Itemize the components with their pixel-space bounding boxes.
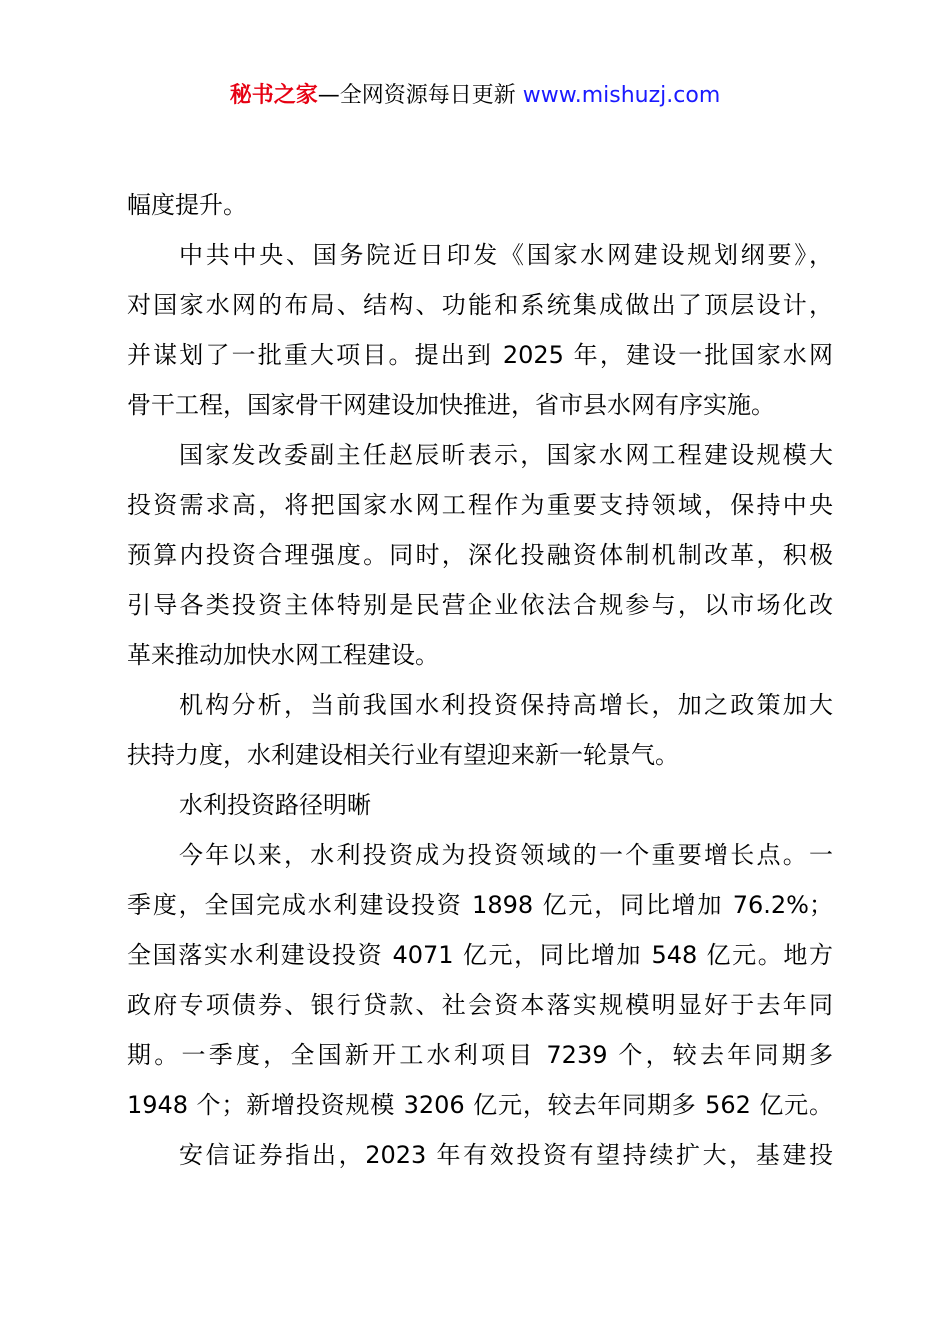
text-line: 幅度提升。 (127, 191, 247, 219)
text-line: 对国家水网的布局、结构、功能和系统集成做出了顶层设计， (127, 291, 833, 319)
site-url-link[interactable]: www.mishuzj.com (522, 83, 721, 108)
text-line: 并谋划了一批重大项目。提出到 2025 年，建设一批国家水网 (127, 341, 833, 369)
text-line: 全国落实水利建设投资 4071 亿元，同比增加 548 亿元。地方 (127, 941, 833, 969)
text-line: 季度，全国完成水利建设投资 1898 亿元，同比增加 76.2%； (127, 891, 833, 919)
site-brand: 秘书之家 (229, 83, 318, 108)
text-line: 投资需求高，将把国家水网工程作为重要支持领域，保持中央 (127, 491, 833, 519)
paragraph-first-line: 机构分析，当前我国水利投资保持高增长，加之政策加大 (179, 691, 833, 719)
section-heading: 水利投资路径明晰 (179, 791, 371, 819)
text-line: 引导各类投资主体特别是民营企业依法合规参与，以市场化改 (127, 591, 833, 619)
site-header (0, 80, 950, 112)
article-body (127, 180, 833, 1180)
text-line: 扶持力度，水利建设相关行业有望迎来新一轮景气。 (127, 741, 679, 769)
paragraph-first-line: 中共中央、国务院近日印发《国家水网建设规划纲要》， (179, 241, 833, 269)
paragraph-first-line: 安信证券指出，2023 年有效投资有望持续扩大，基建投 (179, 1141, 833, 1169)
text-line: 期。一季度，全国新开工水利项目 7239 个，较去年同期多 (127, 1041, 833, 1069)
text-line: 1948 个；新增投资规模 3206 亿元，较去年同期多 562 亿元。 (127, 1091, 833, 1119)
paragraph-first-line: 今年以来，水利投资成为投资领域的一个重要增长点。一 (179, 841, 833, 869)
text-line: 预算内投资合理强度。同时，深化投融资体制机制改革，积极 (127, 541, 833, 569)
site-tagline: —全网资源每日更新 (317, 83, 523, 108)
text-line: 革来推动加快水网工程建设。 (127, 641, 439, 669)
text-line: 政府专项债券、银行贷款、社会资本落实规模明显好于去年同 (127, 991, 833, 1019)
text-line: 骨干工程，国家骨干网建设加快推进，省市县水网有序实施。 (127, 391, 775, 419)
paragraph-first-line: 国家发改委副主任赵辰昕表示，国家水网工程建设规模大 (179, 441, 833, 469)
